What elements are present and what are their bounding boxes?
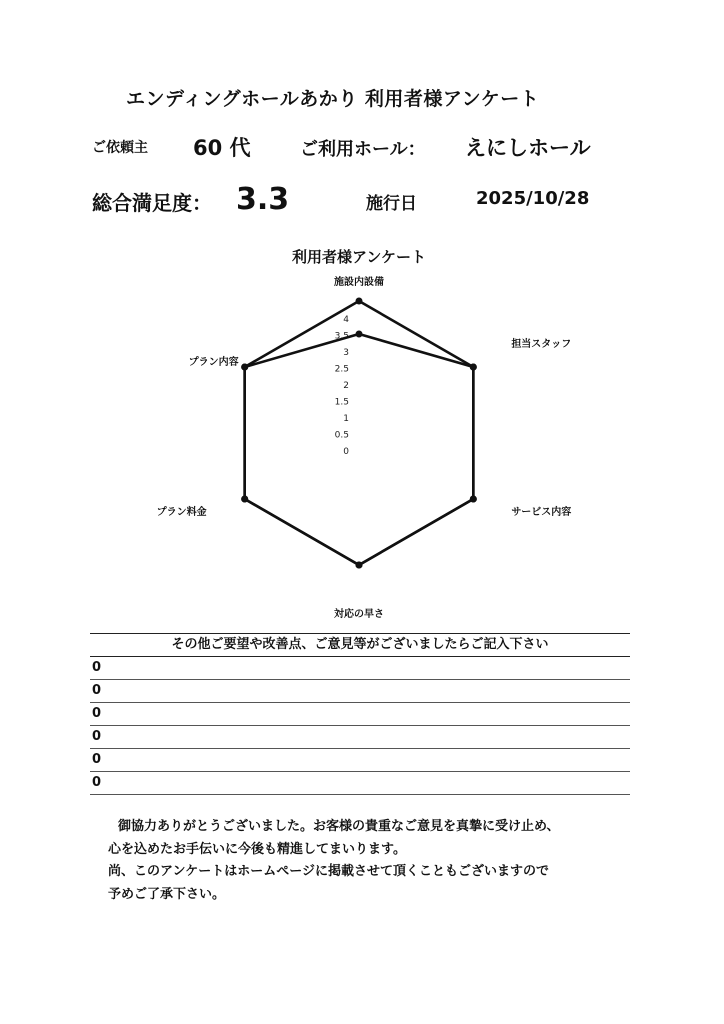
chart-title: 利用者様アンケート xyxy=(291,248,427,266)
client-label: ご依頼主 xyxy=(92,140,148,156)
client-age: 60 代 xyxy=(193,136,251,160)
radial-tick-label: 3 xyxy=(343,348,349,358)
radial-tick-label: 1 xyxy=(343,414,349,424)
series-line-2 xyxy=(245,301,474,565)
thanks-line-1: 御協力ありがとうございました。お客様の貴重なご意見を真摯に受け止め、 xyxy=(118,819,560,834)
series-line-1 xyxy=(245,331,474,565)
radial-tick-label: 4 xyxy=(343,315,349,325)
comment-row: 0 xyxy=(90,749,630,772)
thanks-message xyxy=(108,816,559,906)
date-label: 施行日 xyxy=(366,194,417,214)
radial-tick-label: 2.5 xyxy=(334,364,349,375)
axis-label: 対応の早さ xyxy=(334,609,384,620)
hall-label: ご利用ホール： xyxy=(300,139,426,160)
satisfaction-label: 総合満足度： xyxy=(92,191,212,215)
series-2-point xyxy=(241,364,248,371)
axis-label: 担当スタッフ xyxy=(511,339,572,350)
series-2-point xyxy=(470,496,477,503)
radial-tick-label: 1.5 xyxy=(334,397,349,408)
axis-label: プラン内容 xyxy=(188,357,239,368)
hall-name: えにしホール xyxy=(465,136,591,160)
comment-row: 0 xyxy=(90,680,630,703)
series-2-point xyxy=(470,364,477,371)
series-2-point xyxy=(241,496,248,503)
comments-box xyxy=(90,633,630,795)
axis-label: サービス内容 xyxy=(511,507,572,518)
comment-row: 0 xyxy=(90,726,630,749)
radial-tick-label: 2 xyxy=(343,381,349,391)
series-2-point xyxy=(356,298,363,305)
axis-label: 施設内設備 xyxy=(334,277,384,288)
thanks-line-2: 心を込めたお手伝いに今後も精進してまいります。 xyxy=(108,841,406,857)
survey-title: エンディングホールあかり 利用者様アンケート xyxy=(126,88,540,110)
thanks-line-3: 尚、このアンケートはホームページに掲載させて頂くこともございますので xyxy=(108,864,549,879)
comment-row: 0 xyxy=(90,772,630,795)
radial-tick-label: 3.5 xyxy=(334,331,349,342)
series-2-point xyxy=(356,562,363,569)
axis-label: プラン料金 xyxy=(156,507,207,518)
comment-row: 0 xyxy=(90,657,630,680)
radial-tick-label: 0.5 xyxy=(334,430,349,441)
comments-header: その他ご要望や改善点、ご意見等がございましたらご記入下さい xyxy=(90,633,630,657)
thanks-line-4: 予めご了承下さい。 xyxy=(108,886,226,902)
series-1-point xyxy=(356,331,363,338)
satisfaction-score: 3.3 xyxy=(236,182,290,217)
radial-tick-label: 0 xyxy=(343,447,349,457)
comment-row: 0 xyxy=(90,703,630,726)
date-value: 2025/10/28 xyxy=(476,188,590,209)
